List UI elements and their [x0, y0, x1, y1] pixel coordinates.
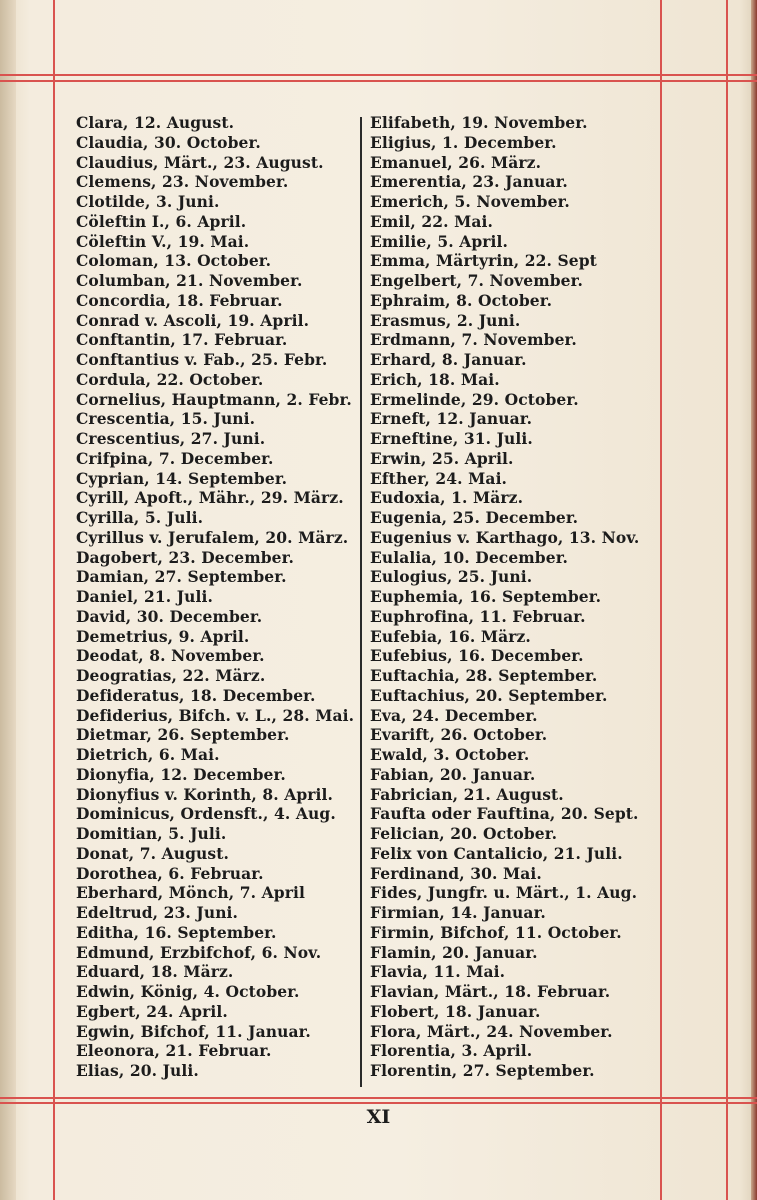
name-day-entry: Crescentia, 15. Juni.: [76, 409, 256, 429]
name-day-entry: Florentin, 27. September.: [370, 1061, 595, 1080]
name-day-entry: Erasmus, 2. Juni.: [370, 310, 521, 330]
name-day-entry: Firmian, 14. Januar.: [370, 903, 546, 922]
name-day-entry: Emma, Märtyrin, 22. Sept: [370, 251, 597, 271]
name-day-entry: Dominicus, Ordensft., 4. Aug.: [76, 804, 336, 824]
name-day-entry: Cordula, 22. October.: [76, 369, 264, 389]
name-day-entry: Faufta oder Fauftina, 20. Sept.: [370, 804, 639, 824]
name-day-entry: Elias, 20. Juli.: [76, 1061, 199, 1080]
name-day-entry: Emil, 22. Mai.: [370, 211, 494, 231]
name-day-entry: Clotilde, 3. Juni.: [76, 192, 220, 211]
name-day-entry: Claudius, Märt., 23. August.: [76, 152, 324, 172]
name-day-entry: Deogratias, 22. März.: [76, 666, 266, 685]
column-divider: [360, 117, 362, 1087]
name-day-entry: Cöleftin V., 19. Mai.: [76, 231, 250, 251]
name-day-entry: Editha, 16. September.: [76, 922, 277, 942]
name-day-entry: Euphrofina, 11. Februar.: [370, 606, 586, 626]
name-day-entry: Fabrician, 21. August.: [370, 784, 564, 804]
name-day-entry: Edwin, König, 4. October.: [76, 982, 300, 1001]
name-day-entry: Ermelinde, 29. October.: [370, 389, 579, 409]
name-day-entry: Cyrillus v. Jerufalem, 20. März.: [76, 527, 349, 547]
name-day-entry: Felician, 20. October.: [370, 824, 558, 843]
name-day-entry: Egbert, 24. April.: [76, 1001, 228, 1021]
name-day-entry: Eugenia, 25. December.: [370, 508, 579, 527]
name-day-entry: Flamin, 20. Januar.: [370, 942, 538, 962]
far-right-red-rule: [726, 0, 728, 1200]
name-day-entry: Erneft, 12. Januar.: [370, 409, 533, 429]
page-right-edge: [751, 0, 757, 1200]
page-spine-shadow: [0, 0, 16, 1200]
name-day-entry: Clemens, 23. November.: [76, 172, 289, 192]
name-day-entry: Dionyfia, 12. December.: [76, 764, 286, 784]
name-day-entry: David, 30. December.: [76, 606, 263, 626]
name-day-entry: Defiderius, Bifch. v. L., 28. Mai.: [76, 705, 355, 725]
name-day-entry: Edeltrud, 23. Juni.: [76, 903, 239, 922]
name-day-entry: Eulalia, 10. December.: [370, 547, 569, 567]
name-day-entry: Defideratus, 18. December.: [76, 685, 316, 705]
name-day-entry: Deodat, 8. November.: [76, 646, 265, 666]
name-day-entry: Erhard, 8. Januar.: [370, 350, 527, 369]
name-day-entry: Cyrilla, 5. Juli.: [76, 508, 204, 527]
name-day-entry: Ewald, 3. October.: [370, 745, 530, 764]
name-day-entry: Ferdinand, 30. Mai.: [370, 863, 542, 883]
name-day-entry: Eulogius, 25. Juni.: [370, 567, 533, 587]
name-day-entry: Cöleftin I., 6. April.: [76, 211, 247, 231]
name-day-entry: Dietrich, 6. Mai.: [76, 745, 220, 764]
name-day-entry: Evarift, 26. October.: [370, 725, 548, 745]
name-day-entry: Emilie, 5. April.: [370, 231, 509, 251]
name-day-entry: Engelbert, 7. November.: [370, 271, 583, 290]
name-day-entry: Conftantin, 17. Februar.: [76, 330, 288, 350]
name-day-entry: Flora, Märt., 24. November.: [370, 1021, 613, 1041]
name-day-entry: Eberhard, Mönch, 7. April: [76, 883, 305, 903]
left-red-margin-rule: [53, 0, 55, 1200]
name-day-entry: Domitian, 5. Juli.: [76, 824, 227, 843]
name-day-entry: Emanuel, 26. März.: [370, 152, 542, 172]
bottom-red-rule-inner: [0, 1102, 757, 1104]
name-day-entry: Dionyfius v. Korinth, 8. April.: [76, 784, 334, 804]
name-day-entry: Erneftine, 31. Juli.: [370, 429, 533, 448]
name-day-entry: Egwin, Bifchof, 11. Januar.: [76, 1021, 311, 1041]
name-day-entry: Daniel, 21. Juli.: [76, 587, 214, 606]
name-day-entry: Erwin, 25. April.: [370, 448, 514, 468]
name-day-entry: Firmin, Bifchof, 11. October.: [370, 922, 622, 942]
name-day-entry: Euphemia, 16. September.: [370, 587, 602, 606]
name-day-entry: Eudoxia, 1. März.: [370, 488, 524, 508]
name-day-entry: Felix von Cantalicio, 21. Juli.: [370, 843, 623, 863]
name-day-entry: Ephraim, 8. October.: [370, 290, 553, 310]
name-day-entry: Dorothea, 6. Februar.: [76, 863, 264, 883]
top-red-rule: [0, 74, 757, 76]
name-day-entry: Coloman, 13. October.: [76, 251, 272, 271]
name-day-entry: Eduard, 18. März.: [76, 962, 234, 982]
name-day-entry: Crifpina, 7. December.: [76, 448, 274, 468]
name-day-entry: Cornelius, Hauptmann, 2. Febr.: [76, 389, 352, 409]
name-day-entry: Eleonora, 21. Februar.: [76, 1041, 272, 1061]
name-day-entry: Columban, 21. November.: [76, 271, 303, 290]
top-red-rule-inner: [0, 80, 757, 82]
name-day-entry: Dagobert, 23. December.: [76, 547, 294, 567]
right-name-column: [370, 113, 660, 1081]
name-day-entry: Erich, 18. Mai.: [370, 369, 500, 389]
name-day-entry: Euftachia, 28. September.: [370, 666, 598, 685]
name-day-entry: Euftachius, 20. September.: [370, 685, 608, 705]
name-day-entry: Concordia, 18. Februar.: [76, 290, 283, 310]
name-day-entry: Elifabeth, 19. November.: [370, 113, 588, 132]
name-day-entry: Efther, 24. Mai.: [370, 468, 508, 488]
page-number: XI: [366, 1106, 391, 1128]
name-day-entry: Claudia, 30. October.: [76, 132, 261, 152]
right-red-margin-rule: [660, 0, 662, 1200]
name-day-entry: Crescentius, 27. Juni.: [76, 429, 266, 448]
name-day-entry: Conrad v. Ascoli, 19. April.: [76, 310, 310, 330]
name-day-entry: Fabian, 20. Januar.: [370, 764, 536, 784]
left-name-column: [76, 113, 356, 1081]
name-day-entry: Donat, 7. August.: [76, 843, 230, 863]
name-day-entry: Eufebius, 16. December.: [370, 646, 584, 666]
name-day-entry: Emerentia, 23. Januar.: [370, 172, 568, 192]
name-day-entry: Florentia, 3. April.: [370, 1041, 533, 1061]
name-day-entry: Eligius, 1. December.: [370, 132, 557, 152]
name-day-entry: Eufebia, 16. März.: [370, 626, 531, 646]
name-day-entry: Eva, 24. December.: [370, 705, 538, 725]
bottom-red-rule: [0, 1097, 757, 1099]
name-day-entry: Damian, 27. September.: [76, 567, 287, 587]
name-day-entry: Clara, 12. August.: [76, 113, 235, 132]
name-day-entry: Flavian, Märt., 18. Februar.: [370, 982, 611, 1001]
name-day-entry: Fides, Jungfr. u. Märt., 1. Aug.: [370, 883, 638, 903]
name-day-entry: Emerich, 5. November.: [370, 192, 570, 211]
name-day-entry: Cyprian, 14. September.: [76, 468, 288, 488]
name-day-entry: Flobert, 18. Januar.: [370, 1001, 541, 1021]
name-day-entry: Edmund, Erzbifchof, 6. Nov.: [76, 942, 322, 962]
name-day-entry: Erdmann, 7. November.: [370, 330, 577, 350]
name-day-entry: Cyrill, Apoft., Mähr., 29. März.: [76, 488, 344, 508]
name-day-entry: Conftantius v. Fab., 25. Febr.: [76, 350, 328, 369]
name-day-entry: Dietmar, 26. September.: [76, 725, 290, 745]
name-day-entry: Eugenius v. Karthago, 13. Nov.: [370, 527, 640, 547]
name-day-entry: Flavia, 11. Mai.: [370, 962, 506, 982]
name-day-entry: Demetrius, 9. April.: [76, 626, 250, 646]
